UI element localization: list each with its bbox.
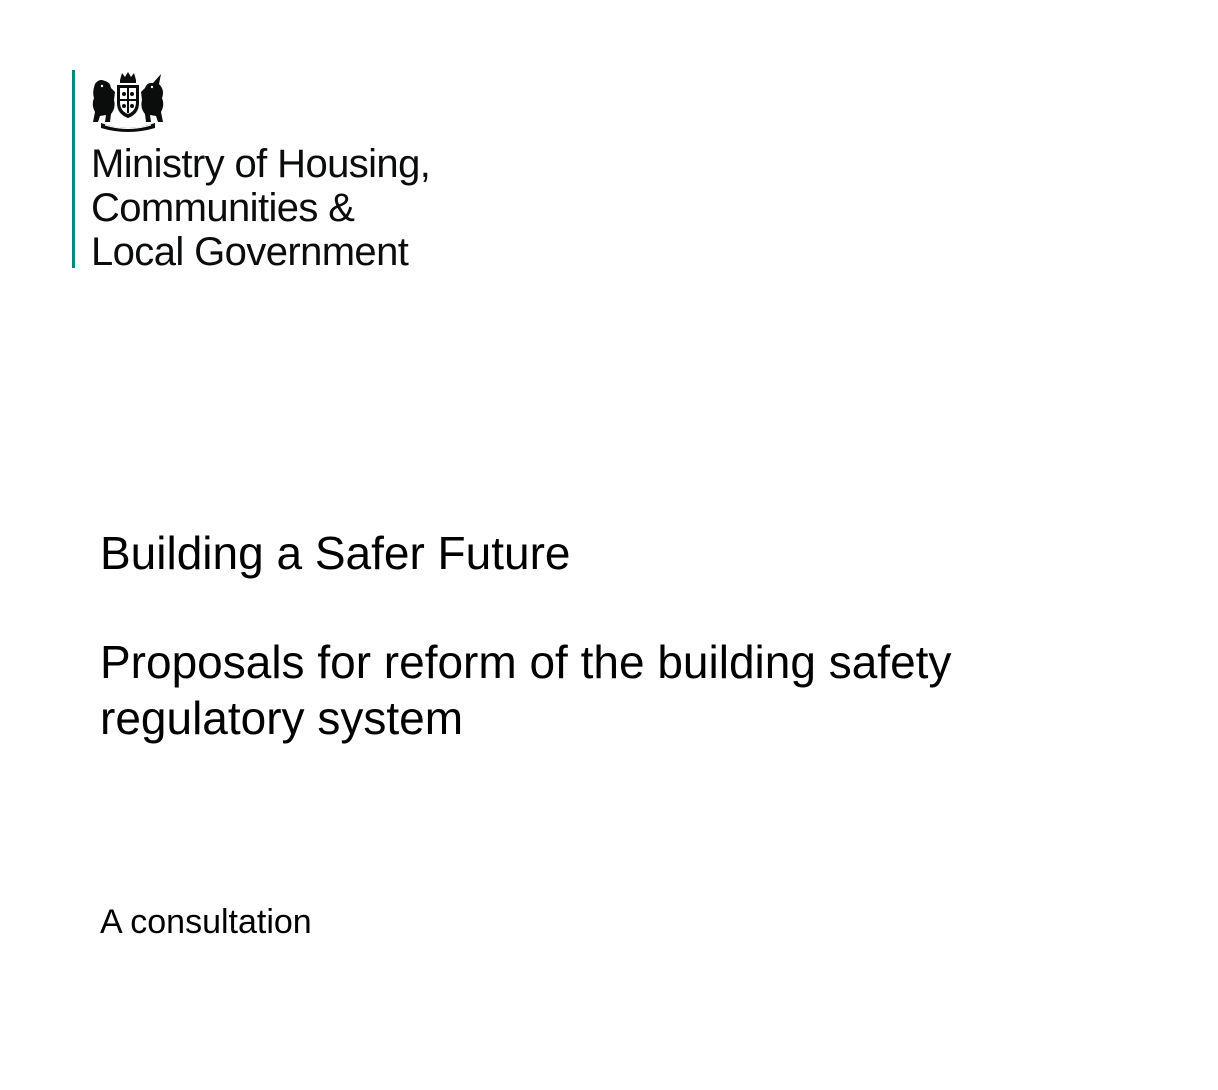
department-name-line: Local Government (91, 230, 409, 274)
department-logo (72, 70, 492, 274)
royal-coat-of-arms-icon (89, 70, 167, 132)
document-subtitle: Proposals for reform of the building safety regulatory system (100, 636, 952, 744)
logo-accent-rule (72, 70, 75, 268)
department-name-line: Ministry of Housing, (91, 142, 431, 186)
document-title: Building a Safer Future (100, 527, 571, 579)
department-name (91, 142, 430, 274)
document-type: A consultation (100, 903, 312, 941)
department-name-line: Communities & (91, 186, 355, 230)
